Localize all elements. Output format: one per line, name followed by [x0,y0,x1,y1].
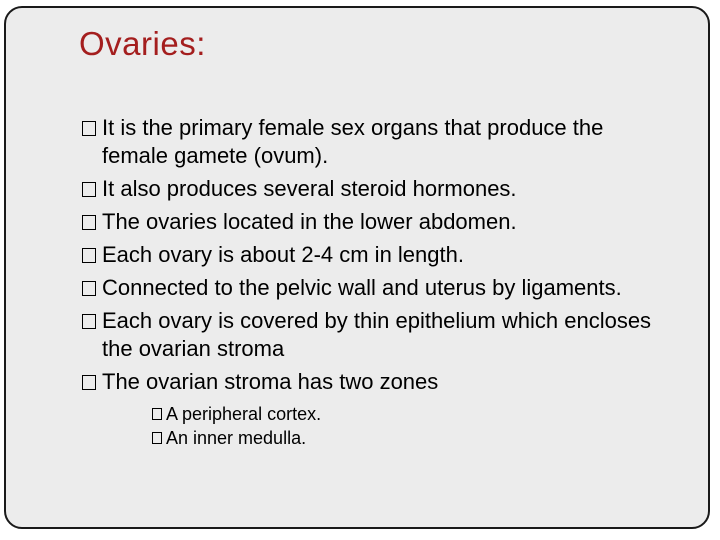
sub-bullet-list [102,402,662,450]
bullet-text: Each ovary is about 2-4 cm in length. [102,242,464,267]
checkbox-bullet-icon [152,432,162,444]
checkbox-bullet-icon [152,408,162,420]
bullet-item [82,274,662,302]
bullet-item [82,241,662,269]
slide-title: Ovaries: [79,25,206,62]
checkbox-bullet-icon [82,375,96,390]
bullet-text: Each ovary is covered by thin epithelium which encloses the ovarian stroma [102,308,652,361]
checkbox-bullet-icon [82,248,96,263]
checkbox-bullet-icon [82,314,96,329]
bullet-text: It is the primary female sex organs that produce the female gamete (ovum). [102,115,604,168]
sub-bullet-text: An inner medulla. [166,428,307,448]
checkbox-bullet-icon [82,121,96,136]
bullet-item [82,114,662,170]
bullet-item [82,208,662,236]
bullet-text: The ovarian stroma has two zones [102,369,439,394]
sub-bullet-item [152,402,662,426]
bullet-text: Connected to the pelvic wall and uterus by ligaments. [102,275,622,300]
bullet-list [82,114,662,455]
sub-bullet-item [152,426,662,450]
checkbox-bullet-icon [82,215,96,230]
bullet-item [82,368,662,450]
sub-bullet-text: A peripheral cortex. [166,404,322,424]
bullet-text: It also produces several steroid hormones. [102,176,517,201]
bullet-text: The ovaries located in the lower abdomen. [102,209,517,234]
checkbox-bullet-icon [82,182,96,197]
bullet-item [82,175,662,203]
bullet-item [82,307,662,363]
checkbox-bullet-icon [82,281,96,296]
